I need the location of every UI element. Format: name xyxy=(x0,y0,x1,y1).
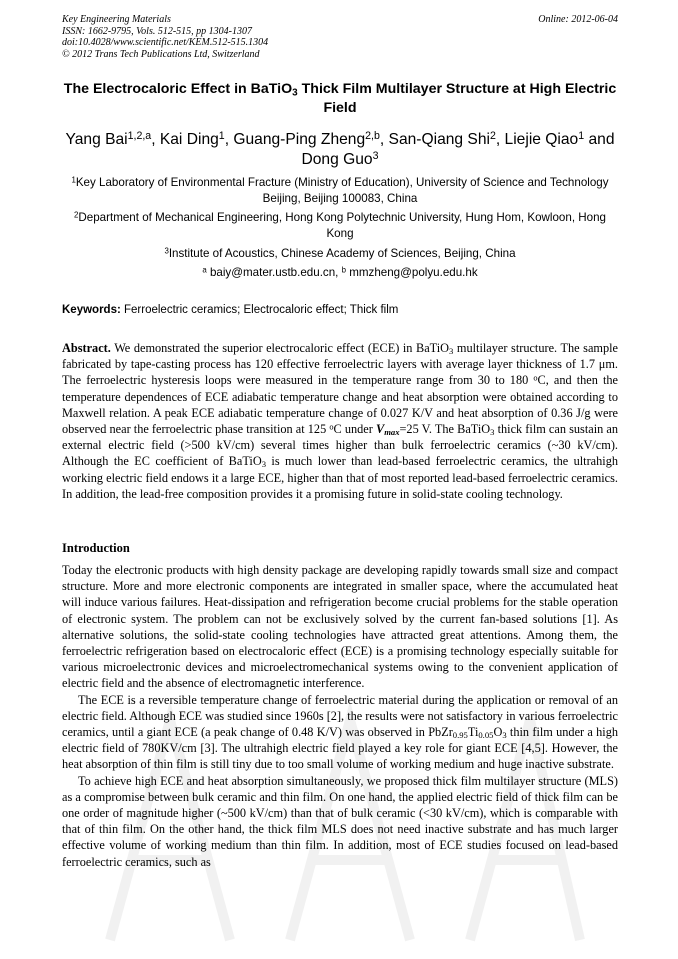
abstract: Abstract. We demonstrated the superior electrocaloric effect (ECE) in BaTiO$_3$ multilayer structure. The sample fabricated by tape-casting process has 120 effective ferroelectric layers with average layer thickness of 1.7 μm. The ferroelectric hysteresis loops were measured in the temperature range from 30 to 180 $^o$C, and then the temperature dependences of ECE adiabatic temperature change and heat absorption were obtained according to Maxwell relation. A peak ECE adiabatic temperature change of 0.027 K/V and heat absorption of 0.36 J/g were observed near the ferroelectric phase transition at 125 $^o$C under $V_{max}=25$ V. The BaTiO$_3$ thick film can sustain an external electric field (>500 kV/cm) several times higher than bulk ferroelectric ceramics (~30 kV/cm). Although the EC coefficient of BaTiO$_3$ is much lower than lead-based ferroelectric ceramics, the ultrahigh working electric field endows it a large ECE, higher than that of most reported lead-based ferroelectric ceramics. In addition, the lead-free composition provides it a promising future in solid-state cooling technology. xyxy=(62,341,618,501)
author-name: Yang Bai xyxy=(65,131,128,148)
issn-line: ISSN: 1662-9795, Vols. 512-515, pp 1304-1307 xyxy=(62,25,252,37)
paragraph: To achieve high ECE and heat absorption simultaneously, we proposed thick film multilayer structure (MLS) as a compromise between bulk ceramic and thin film. On one hand, the applied electric field of thick film can be one order of magnitude higher (~500 kV/cm) than that of bulk ceramic (<30 kV/cm), which is comparable with that of thin film. On the other hand, the thick film MLS does not need inactive substrate and has much larger effective volume of working medium than thin film. In addition, most of ECE studies focused on lead-based ferroelectric ceramics, such as xyxy=(62,773,618,869)
email-link[interactable]: mmzheng@polyu.edu.hk xyxy=(346,266,478,279)
affiliation-3: $^3$Institute of Acoustics, Chinese Academy of Sciences, Beijing, China xyxy=(164,246,516,260)
journal-header xyxy=(62,14,618,60)
author-name: , Guang-Ping Zheng xyxy=(224,131,366,148)
journal-name: Key Engineering Materials xyxy=(62,14,171,25)
affiliation-1: $^1$Key Laboratory of Environmental Fracture (Ministry of Education), University of Science and Technology Beijing, Beijing 100083, China xyxy=(71,175,609,205)
online-date: Online: 2012-06-04 xyxy=(538,14,618,25)
keywords xyxy=(62,303,618,318)
email-link[interactable]: baiy@mater.ustb.edu.cn, xyxy=(206,266,342,279)
author-name: , Kai Ding xyxy=(151,131,219,148)
author-list: Yang Bai$^{1,2,a}$, Kai Ding$^1$, Guang-Ping Zheng$^{2,b}$, San-Qiang Shi$^2$, Liejie Qiao$^1$ and Dong Guo$^3$ xyxy=(65,130,615,168)
affiliation-2: $^2$Department of Mechanical Engineering, Hong Kong Polytechnic University, Hung Hom, Kowloon, Hong Kong xyxy=(74,210,606,240)
copyright-line: © 2012 Trans Tech Publications Ltd, Switzerland xyxy=(62,48,260,60)
abstract-label: Abstract. xyxy=(62,341,111,355)
doi-line[interactable]: doi:10.4028/www.scientific.net/KEM.512-515.1304 xyxy=(62,37,269,48)
author-name: and Dong Guo xyxy=(301,131,615,168)
author-emails: $^a$ baiy@mater.ustb.edu.cn, $^b$ mmzheng@polyu.edu.hk xyxy=(202,265,478,279)
section-heading-introduction: Introduction xyxy=(62,541,130,555)
introduction-body xyxy=(62,562,618,870)
paper-title: The Electrocaloric Effect in BaTiO$_3$ Thick Film Multilayer Structure at High Electric Field xyxy=(63,81,617,116)
keywords-text: Ferroelectric ceramics; Electrocaloric effect; Thick film xyxy=(120,304,399,316)
keywords-label: Keywords: xyxy=(62,304,121,316)
author-name: , Liejie Qiao xyxy=(495,131,579,148)
author-name: , San-Qiang Shi xyxy=(379,131,490,148)
paragraph: Today the electronic products with high density package are developing rapidly towards small size and compact structure. More and more electronic components are integrated in smaller space, where the accumulated heat will induce various failures. Heat-dissipation and refrigeration become crucial problems for the stable operation of electronic system. The problem can not be exclusively solved by the current fan-based solutions [1]. As alternative solutions, the solid-state cooling technologies have attracted great attentions. Among them, the ferroelectric refrigeration based on electrocaloric effect (ECE) is a promising technology especially suitable for various microelectronic devices and microelectromechanical systems owing to the convenient application of electric field and the absence of electromagnetic interference. xyxy=(62,563,618,691)
paragraph: The ECE is a reversible temperature change of ferroelectric material during the application or removal of an electric field. Although ECE was studied since 1960s [2], the results were not satisfactory in various ferroelectric ceramics, until a giant ECE (a peak change of 0.48 K/V) was observed in $PbZr_{0.95}Ti_{0.05}O_3$ thin film under a high electric field of 780KV/cm [3]. The ultrahigh electric field played a key role for giant ECE [4,5]. However, the heat absorption of thin film is still tiny due to too small volume of working medium and huge inactive substrate. xyxy=(62,692,618,772)
